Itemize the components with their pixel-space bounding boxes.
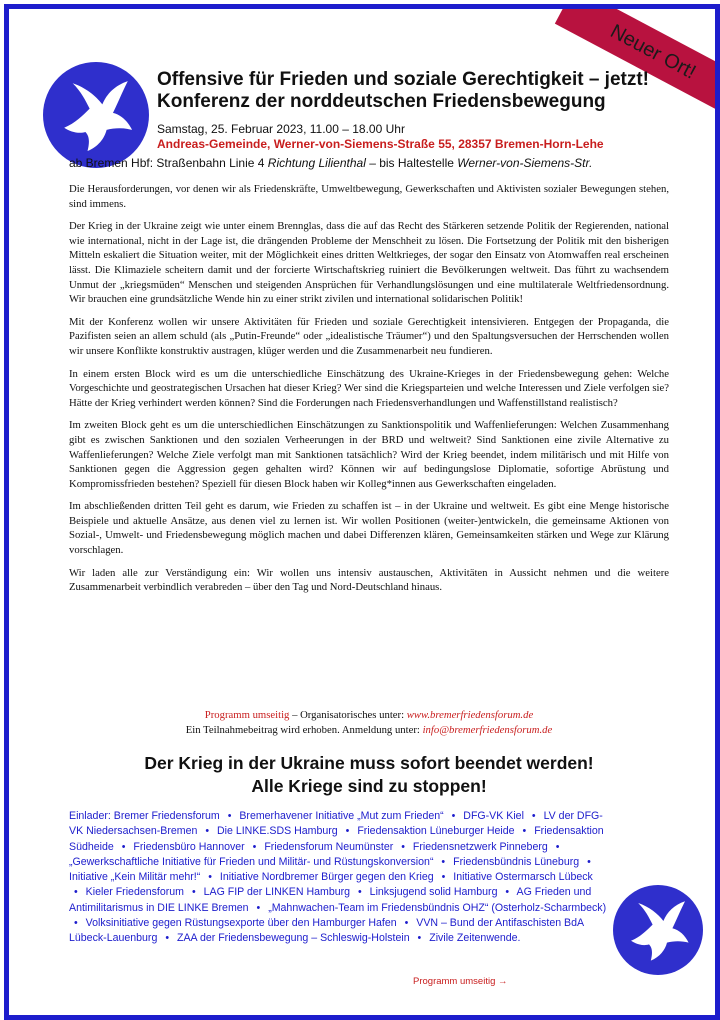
signers-lead: Einlader:	[69, 810, 114, 822]
bullet-separator: •	[256, 901, 261, 914]
signer-item: VVN – Bund der Antifaschisten BdA Lübeck-Lauenburg	[69, 917, 584, 945]
signer-item: Volksinitiative gegen Rüstungsexporte über den Hamburger Hafen	[85, 917, 397, 930]
signer-item: Initiative Nordbremer Bürger gegen den Krieg	[219, 871, 434, 884]
paragraph-4: In einem ersten Block wird es um die unterschiedliche Einschätzung des Ukraine-Krieges in der Friedensbewegung gehen: Welche Vorgeschichte und geostrategischen Ursachen hat dieser Krieg? Wer sind die Kriegsparteien und welche Interessen und Ziele verfolgen sie? Hätte der Krieg verhindert werden können? Sind die Forderungen nach Friedensverhandlungen und Waffenstillstand realistisch?	[69, 367, 669, 409]
bullet-separator: •	[205, 825, 210, 838]
bullet-separator: •	[74, 886, 78, 899]
event-date: Samstag, 25. Februar 2023, 11.00 – 18.00 Uhr	[157, 122, 405, 136]
peace-dove-logo	[43, 62, 149, 168]
paragraph-1: Die Herausforderungen, vor denen wir als Friedenskräfte, Umweltbewegung, Gewerkschaften und Aktivisten sozialer Bewegungen stehen, sind immens.	[69, 183, 669, 210]
signer-item: Initiative Ostermarsch Lübeck	[453, 871, 593, 884]
bullet-separator: •	[165, 932, 170, 945]
bullet-separator: •	[531, 810, 536, 822]
body-text	[69, 182, 669, 603]
signer-item: LAG FIP der LINKEN Hamburg	[203, 886, 351, 899]
note-line-2	[69, 723, 669, 738]
event-venue: Andreas-Gemeinde, Werner-von-Siemens-Straße 55, 28357 Bremen-Horn-Lehe	[157, 137, 604, 151]
bullet-separator: •	[401, 840, 405, 853]
bullet-separator: •	[358, 886, 362, 899]
fee-text: Ein Teilnahmebeitrag wird erhoben. Anmeldung unter:	[185, 724, 423, 736]
paragraph-5: Im zweiten Block geht es um die unterschiedlichen Einschätzungen zu Sanktionspolitik und Waffenlieferungen: Welchen Zusammenhang gibt es zwischen Sanktionen und den sozialen Verheerungen in der BRD und weltweit? Sind Sanktionen eine zivile Alternative zu Waffenlieferungen? Welche Ziele verfolgt man mit Sanktionen tatsächlich? Wird der Krieg beendet, indem militärisch und mit Hilfe von Sanktionen gegen die Aggression gegen gehalten wird? Können wir auf bedingungslose Diplomatie, sofortige Abrüstung und Kompromissfrieden bestehen? Speziell für diesen Block haben wir Kolleg*innen aus Gewerkschaften eingeladen.	[69, 419, 669, 490]
registration-note	[69, 708, 669, 738]
signers-list	[69, 809, 609, 947]
signer-item: Friedensbüro Hannover	[133, 840, 245, 853]
signer-item: AG Frieden und Antimilitarismus in DIE LINKE Bremen	[69, 886, 592, 914]
org-text: – Organisatorisches unter:	[289, 709, 407, 721]
signer-item: ZAA der Friedensbewegung – Schleswig-Holstein	[176, 932, 410, 945]
bullet-separator: •	[208, 871, 212, 884]
program-overleaf-link[interactable]: Programm umseitig →	[413, 976, 508, 987]
bullet-separator: •	[227, 810, 232, 822]
paragraph-6: Im abschließenden dritten Teil geht es darum, wie Frieden zu schaffen ist – in der Ukraine und weltweit. Es gibt eine Menge historische Beispiele und aktuelle Ansätze, aus denen viel zu lernen ist. Wir wollen Positionen (weiter-)entwickeln, die gemeinsame Aktionen von Sozial-, Umwelt- und Friedensbewegung möglich machen und dabei Differenzen klären, Gemeinsamkeiten stärken und Wege zur Klärung vorschlagen.	[69, 500, 669, 557]
bullet-separator: •	[417, 932, 422, 945]
bullet-separator: •	[555, 840, 560, 853]
bullet-separator: •	[505, 886, 510, 899]
bullet-separator: •	[74, 917, 78, 930]
headline-line-1: Offensive für Frieden und soziale Gerechtigkeit – jetzt!	[157, 69, 649, 90]
directions-part-4: Werner-von-Siemens-Str.	[457, 156, 593, 170]
slogan-line-2: Alle Kriege sind zu stoppen!	[251, 776, 487, 796]
directions	[69, 156, 689, 170]
signer-item: „Mahnwachen-Team im Friedensbündnis OHZ“ (Osterholz-Scharmbeck)	[268, 901, 607, 914]
dove-icon	[43, 62, 149, 168]
signer-item: Friedensaktion Lüneburger Heide	[357, 825, 515, 838]
bullet-separator: •	[345, 825, 350, 838]
dove-icon-small	[613, 885, 703, 975]
slogan	[69, 752, 669, 798]
signer-item: Friedensbündnis Lüneburg	[453, 855, 580, 868]
signer-item: Die LINKE.SDS Hamburg	[217, 825, 338, 838]
paragraph-2: Der Krieg in der Ukraine zeigt wie unter einem Brennglas, dass die auf das Recht des Stärkeren setzende Politik der Regierenden, national wie international, nicht in der Lage ist, die drängenden Probleme der Menschheit zu lösen. Die Fortsetzung der Politik mit den bisherigen Mitteln eskaliert die Situation weiter, mit der Möglichkeit eines dritten Weltkrieges, der sogar den Einsatz von Atomwaffen real erscheinen lässt. Die Klimaziele scheitern damit und der forcierte Wirtschaftskrieg ruiniert die Bevölkerungen weltweit. Das führt zu wachsendem Unmut der „kriegsmüden“ Menschen und steigenden Ansprüchen für Verhandlungslösungen und eine multilaterale Weltfriedensordnung. Wir brauchen eine grundsätzliche Wende hin zu einer strikt zivilen und international solidarischen Politik!	[69, 220, 669, 306]
headline-line-2: Konferenz der norddeutschen Friedensbewegung	[157, 91, 606, 112]
signer-item: Kieler Friedensforum	[85, 886, 184, 899]
signer-items	[69, 810, 606, 944]
paragraph-7: Wir laden alle zur Verständigung ein: Wir wollen uns intensiv austauschen, Aktivitäten in Aussicht nehmen und die weitere Zusammenarbeit verbindlich verabreden – über den Tag und Nord-Deutschland hinaus.	[69, 566, 669, 594]
bullet-separator: •	[587, 855, 591, 868]
bullet-separator: •	[404, 917, 409, 930]
website-link[interactable]: www.bremerfriedensforum.de	[406, 709, 534, 721]
signer-item: DFG-VK Kiel	[463, 810, 524, 822]
bullet-separator: •	[441, 855, 446, 868]
signer-item: LV der DFG-VK Niedersachsen-Bremen	[69, 810, 603, 838]
peace-dove-logo-small	[613, 885, 703, 975]
bullet-separator: •	[191, 886, 196, 899]
bullet-separator: •	[121, 840, 126, 853]
note-line-1	[69, 708, 669, 723]
signer-item: Bremerhavener Initiative „Mut zum Frieden“	[239, 810, 444, 822]
signer-item: Linksjugend solid Hamburg	[369, 886, 498, 899]
directions-part-2: Richtung Lilienthal	[267, 156, 366, 170]
bullet-separator: •	[252, 840, 257, 853]
new-location-ribbon: Neuer Ort!	[555, 4, 720, 117]
program-label: Programm umseitig	[204, 709, 290, 721]
bullet-separator: •	[451, 810, 456, 822]
directions-part-1: ab Bremen Hbf: Straßenbahn Linie 4	[69, 156, 268, 170]
signer-item: Friedensforum Neumünster	[264, 840, 394, 853]
signer-item: Zivile Zeitenwende.	[429, 932, 521, 945]
signer-item: Bremer Friedensforum	[113, 810, 220, 822]
paragraph-3: Mit der Konferenz wollen wir unsere Aktivitäten für Frieden und soziale Gerechtigkeit intensivieren. Entgegen der Propaganda, die Pazifisten seien an allem schuld (als „Putin-Freunde“ oder „idealistische Träumer“) und den Spaltungsversuchen der Herrschenden wollen wir unsere Konflikte konstruktiv austragen, klüger werden und die Zusammenarbeit neu fundieren.	[69, 315, 669, 357]
signer-item: Initiative „Kein Militär mehr!“	[69, 871, 201, 884]
directions-part-3: – bis Haltestelle	[365, 156, 458, 170]
page-frame	[4, 4, 720, 1020]
bullet-separator: •	[522, 825, 527, 838]
signer-item: „Gewerkschaftliche Initiative für Frieden und Militär- und Rüstungskonversion“	[69, 855, 434, 868]
signer-item: Friedensnetzwerk Pinneberg	[412, 840, 548, 853]
slogan-line-1: Der Krieg in der Ukraine muss sofort beendet werden!	[144, 753, 594, 773]
signer-item: Friedensaktion Südheide	[69, 825, 604, 853]
header	[157, 69, 677, 151]
bullet-separator: •	[441, 871, 446, 884]
email-link[interactable]: info@bremerfriedensforum.de	[422, 724, 553, 736]
